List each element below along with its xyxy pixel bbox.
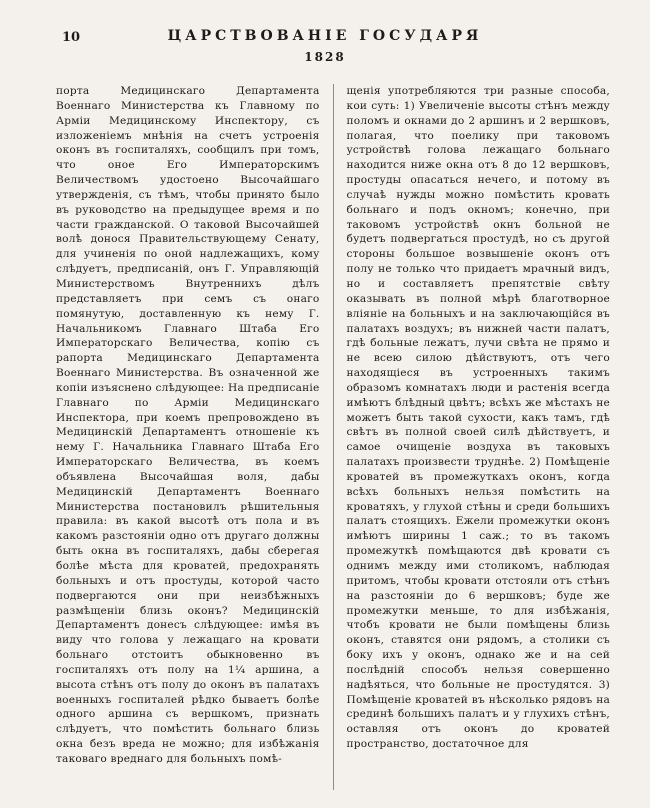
right-column-text: щенія употребляются три разные способа, кои суть: 1) Увеличеніе высоты стѣнъ между поломъ и окнами до 2 аршинъ и 2 вершковъ, полагая, что поелику при таковомъ устройствѣ голова лежащаго больнаго находится ниже окна отъ 8 до 12 вершковъ, простуды опасаться нечего, и потому въ случаѣ нужды можно помѣстить кровать больнаго и подъ окномъ; конечно, при таковомъ устройствѣ окнъ больной не будетъ подвергаться простудѣ, но съ другой стороны большое возвышеніе оконъ отъ полу не только что придаетъ мрачный видъ, но и составляетъ препятствіе свѣту оказывать въ полной мѣрѣ благотворное вліяніе на больныхъ и на заключающійся въ палатахъ воздухъ; въ нижней части палатъ, гдѣ больные лежатъ, лучи свѣта не прямо и не всею силою дѣйствуютъ, отъ чего находящіеся въ устроенныхъ такимъ образомъ комнатахъ люди и растенія всегда имѣютъ блѣдный цвѣтъ; всѣхъ же мѣстахъ не можетъ быть такой сухости, какъ тамъ, гдѣ свѣтъ въ полной своей силѣ дѣйствуетъ, и самое очищеніе воздуха въ таковыхъ палатахъ произвести труднѣе. 2) Помѣщеніе кроватей въ промежуткахъ оконъ, когда всѣхъ больныхъ нельзя помѣстить на кроватяхъ, у глухой стѣны и среди большихъ палатъ стоящихъ. Ежели промежутки оконъ имѣютъ ширины 1 саж.; то въ такомъ промежуткѣ помѣщаются двѣ кровати съ однимъ между ими столикомъ, наблюдая притомъ, чтобы кровати отстояли отъ стѣнъ на разстояніи до 6 вершковъ; буде же промежутки меньше, то для избѣжанія, чтобъ кровати не были помѣщены близь оконъ, ставятся они рядомъ, а столики съ боку ихъ у оконъ, однако же и на сей послѣдній способъ нельзя совершенно надѣяться, что больные не простудятся. 3) Помѣщеніе кроватей въ нѣсколько рядовъ на срединѣ большихъ палатъ и у глухихъ стѣнъ, оставляя отъ оконъ до кроватей пространство, достаточное для: [346, 85, 610, 751]
year-heading: 1828: [304, 50, 346, 64]
running-header: ЦАРСТВОВАНІЕ ГОСУДАРЯ: [167, 28, 483, 44]
left-column-text: порта Медицинскаго Департамента Военнаго Министерства къ Главному по Арміи Медицинскому Инспектору, съ изложеніемъ мнѣнія на счетъ устроенія оконъ въ госпиталяхъ, сообщилъ при томъ, что оное Его Императорскимъ Величествомъ удостоено Высочайшаго утвержденія, съ тѣмъ, чтобы принято было въ руководство на предыдущее время и по части гражданской. О таковой Высочайшей волѣ донося Правительствующему Сенату, для учиненія по оной надлежащихъ, кому слѣдуетъ, предписаній, онъ Г. Управляющій Министерствомъ Внутреннихъ дѣлъ представляетъ при семъ съ онаго помянутую, доставленную къ нему Г. Начальникомъ Главнаго Штаба Его Императорскаго Величества, копію съ рапорта Медицинскаго Департамента Военнаго Министерства. Въ означенной же копіи изъяснено слѣдующее: На предписаніе Главнаго по Арміи Медицинскаго Инспектора, при коемъ препровождено въ Медицинскій Департаментъ отношеніе къ нему Г. Начальника Главнаго Штаба Его Императорскаго Величества, въ коемъ объявлена Высочайшая воля, дабы Медицинскій Департаментъ Военнаго Министерства постановилъ рѣшительныя правила: въ какой высотѣ отъ пола и въ какомъ разстояніи одно отъ другаго должны быть окна въ госпиталяхъ, дабы сберегая болѣе мѣста для кроватей, предохранять больныхъ и отъ простуды, которой часто подвергаются они при неизбѣжныхъ размѣщеніи близь оконъ? Медицинскій Департаментъ донесъ слѣдующее: имѣя въ виду что голова у лежащаго на кровати больнаго отстоитъ обыкновенно въ госпиталяхъ отъ полу на 1¼ аршина, а высота стѣнъ отъ полу до оконъ въ палатахъ военныхъ госпиталей рѣдко бываетъ болѣе одного аршина съ вершкомъ, признать слѣдуетъ, что помѣстить больнаго близь окна безъ вреда не можно; для избѣжанія таковаго вреднаго для больныхъ помѣ-: [56, 85, 320, 765]
page-number: 10: [62, 30, 81, 45]
text-columns: [56, 84, 610, 790]
